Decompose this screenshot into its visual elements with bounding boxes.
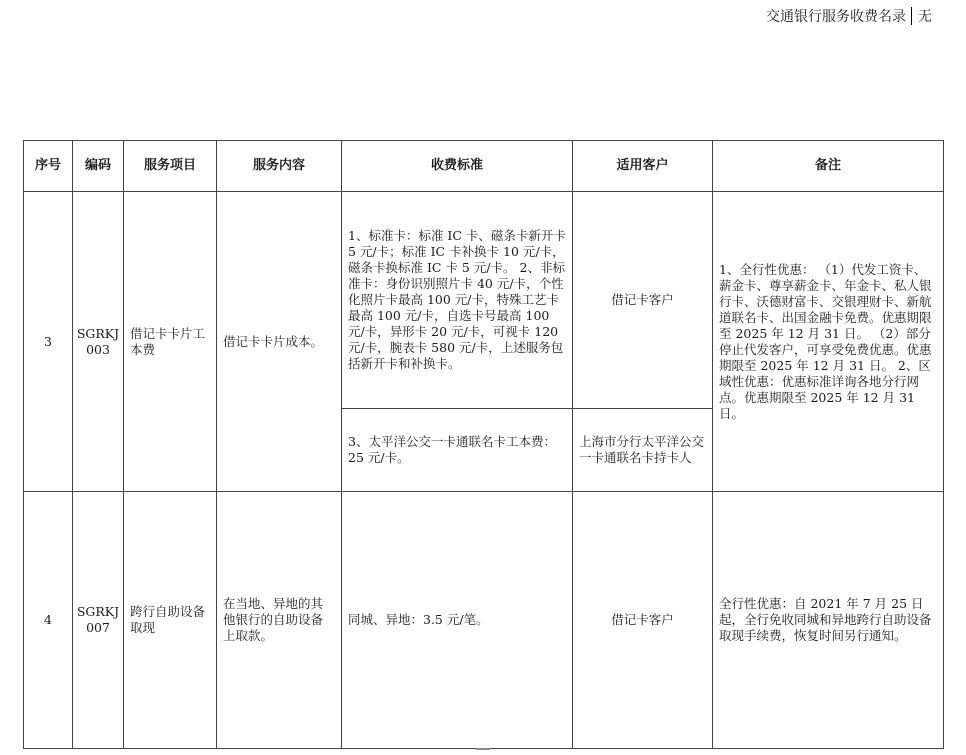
cell-fee: 同城、异地：3.5 元/笔。 xyxy=(342,492,573,749)
cell-customer-transit: 上海市分行太平洋公交一卡通联名卡持卡人 xyxy=(573,409,713,492)
cell-customer: 借记卡客户 xyxy=(573,492,713,749)
cell-notes: 全行性优惠：自 2021 年 7 月 25 日起，全行免收同城和异地跨行自助设备取现手续费，恢复时间另行通知。 xyxy=(713,492,944,749)
cell-customer-debit: 借记卡客户 xyxy=(573,192,713,409)
header-divider xyxy=(911,7,912,25)
fee-table xyxy=(23,140,944,749)
cell-seq: 4 xyxy=(24,492,73,749)
page-number-stub xyxy=(476,748,490,755)
cell-fee-transit-card: 3、太平洋公交一卡通联名卡工本费：25 元/卡。 xyxy=(342,409,573,492)
cell-code: SGRKJ 007 xyxy=(73,492,124,749)
header-next-text: 无 xyxy=(918,9,932,25)
cell-content: 借记卡卡片成本。 xyxy=(217,192,342,492)
col-header-notes: 备注 xyxy=(713,141,944,192)
col-header-code: 编码 xyxy=(73,141,124,192)
table-row xyxy=(24,492,944,749)
col-header-customer: 适用客户 xyxy=(573,141,713,192)
cell-item: 借记卡卡片工本费 xyxy=(124,192,217,492)
cell-content: 在当地、异地的其他银行的自助设备上取款。 xyxy=(217,492,342,749)
cell-seq: 3 xyxy=(24,192,73,492)
page-header xyxy=(766,6,966,26)
cell-code: SGRKJ 003 xyxy=(73,192,124,492)
table-header-row xyxy=(24,141,944,192)
document-title: 交通银行服务收费名录 xyxy=(766,9,906,25)
cell-item: 跨行自助设备取现 xyxy=(124,492,217,749)
col-header-item: 服务项目 xyxy=(124,141,217,192)
cell-notes: 1、全行性优惠： （1）代发工资卡、薪金卡、尊享薪金卡、年金卡、私人银行卡、沃德财富卡、交银理财卡、新航道联名卡、出国金融卡免费。优惠期限至 2025 年 12 月 31 日。 （2）部分停止代发客户，可享受免费优惠。优惠期限至 2025 年 12 月 31 日。 2、区域性优惠：优惠标准详询各地分行网点。优惠期限至 2025 年 12 月 31 日。 xyxy=(713,192,944,492)
col-header-fee: 收费标准 xyxy=(342,141,573,192)
col-header-seq: 序号 xyxy=(24,141,73,192)
cell-fee-standard-cards: 1、标准卡：标准 IC 卡、磁条卡新开卡 5 元/卡；标准 IC 卡补换卡 10 元/卡，磁条卡换标准 IC 卡 5 元/卡。 2、非标准卡：身份识别照片卡 40 元/卡，个性化照片卡最高 100 元/卡，特殊工艺卡最高 100 元/卡，自选卡号最高 100 元/卡，异形卡 20 元/卡，可视卡 120 元/卡，腕表卡 580 元/卡，上述服务包括新开卡和补换卡。 xyxy=(342,192,573,409)
col-header-content: 服务内容 xyxy=(217,141,342,192)
table-row xyxy=(24,192,944,409)
